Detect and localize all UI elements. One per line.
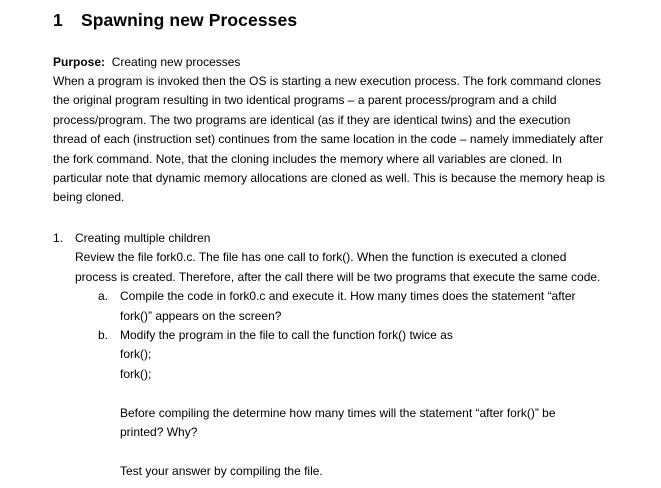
blank-line xyxy=(53,442,653,461)
blank-line xyxy=(53,384,653,403)
intro-line: particular note that dynamic memory allocations are cloned as well. This is because the memory heap is xyxy=(53,171,606,186)
section-title: Spawning new Processes xyxy=(81,10,298,30)
intro-line: When a program is invoked then the OS is starting a new execution process. The fork command clones xyxy=(53,74,602,88)
sub-marker-b: b. xyxy=(98,328,109,343)
purpose-line xyxy=(53,53,240,72)
sub-item-b-line: Modify the program in the file to call the function fork() twice as xyxy=(120,328,453,343)
intro-line: thread of each (instruction set) continues from the same location in the code – namely immediately after xyxy=(53,132,604,147)
list-marker: 1. xyxy=(53,231,64,245)
sub-item-a xyxy=(53,287,653,326)
section-number: 1 xyxy=(53,10,63,30)
code-line: fork(); xyxy=(120,347,152,362)
list-item-body-line: Review the file fork0.c. The file has one call to fork(). When the function is executed a cloned xyxy=(75,250,567,265)
list-item-body-line: process is created. Therefore, after the call there will be two programs that execute the same code. xyxy=(75,269,601,284)
code-line: fork(); xyxy=(120,366,152,381)
list-item-title: Creating multiple children xyxy=(75,231,211,245)
intro-line: the original program resulting in two identical programs – a parent process/program and a child xyxy=(53,93,557,108)
section-heading xyxy=(53,10,297,31)
sub-item-a-line: fork()” appears on the screen? xyxy=(120,308,282,323)
question-line: Before compiling the determine how many times will the statement “after fork()” be xyxy=(120,405,556,420)
list-item-1 xyxy=(53,229,653,481)
sub-item-a-line: Compile the code in fork0.c and execute it. How many times does the statement “after xyxy=(120,289,576,304)
purpose-label: Purpose: xyxy=(53,55,106,69)
intro-paragraph xyxy=(53,72,653,208)
sub-marker-a: a. xyxy=(98,289,109,304)
test-line: Test your answer by compiling the file. xyxy=(120,463,323,478)
intro-line: process/program. The two programs are identical (as if they are identical twins) and the execution xyxy=(53,112,571,127)
sub-item-b xyxy=(53,326,653,345)
list-item-title-row xyxy=(53,229,653,248)
intro-line: being cloned. xyxy=(53,190,125,205)
question-line: printed? Why? xyxy=(120,425,198,440)
intro-line: the fork command. Note, that the cloning includes the memory where all variables are cloned. In xyxy=(53,151,562,166)
purpose-text: Creating new processes xyxy=(111,55,241,69)
